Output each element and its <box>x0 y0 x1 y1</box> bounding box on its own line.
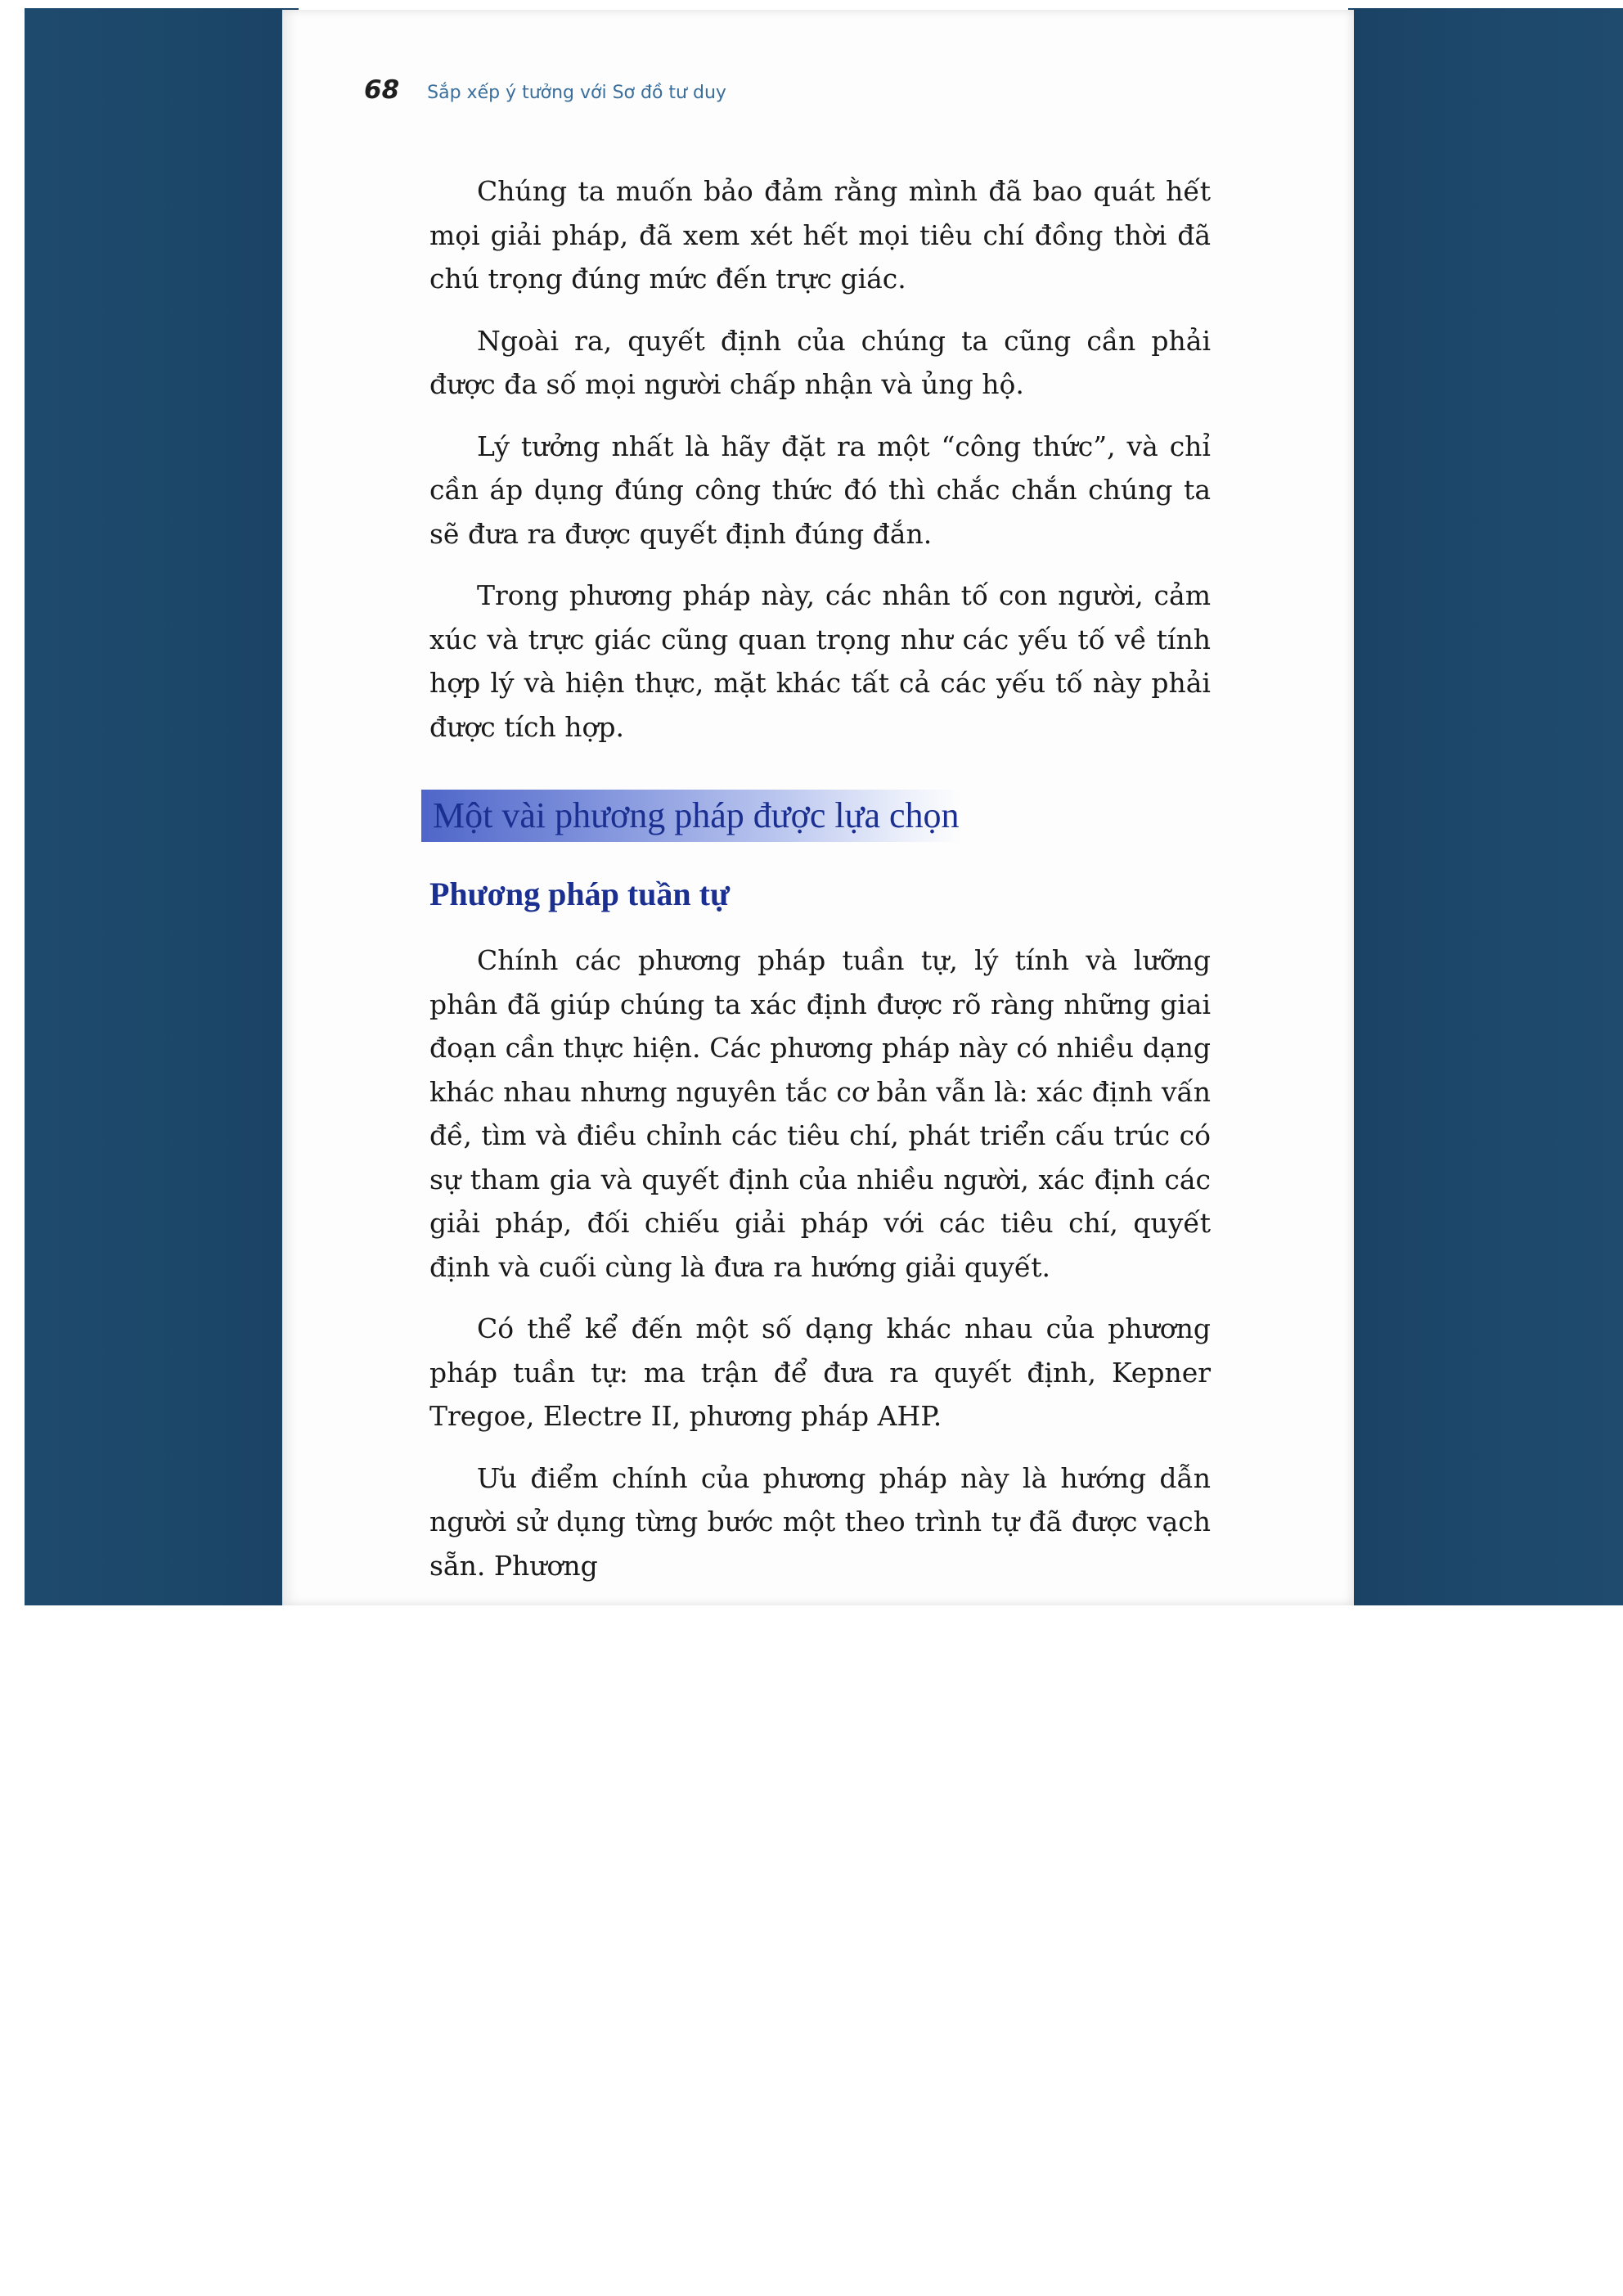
sub-heading: Phương pháp tuần tự <box>429 876 730 912</box>
paragraph: Ngoài ra, quyết định của chúng ta cũng cần phải được đa số mọi người chấp nhận và ủng hộ. <box>429 324 1211 400</box>
section-heading-block <box>429 790 1211 849</box>
section-heading: Một vài phương pháp được lựa chọn <box>421 790 961 842</box>
book-page <box>282 10 1354 1605</box>
page-number: 68 <box>364 75 400 105</box>
book-cover-left <box>25 8 299 1605</box>
paragraph: Lý tưởng nhất là hãy đặt ra một “công thức”, và chỉ cần áp dụng đúng công thức đó thì chắc chắn chúng ta sẽ đưa ra được quyết định đúng đắn. <box>429 430 1211 550</box>
running-title: Sắp xếp ý tưởng với Sơ đồ tư duy <box>427 83 726 103</box>
page-content <box>429 169 1211 1605</box>
book-cover-right <box>1348 8 1623 1605</box>
paragraph: Chúng ta muốn bảo đảm rằng mình đã bao quát hết mọi giải pháp, đã xem xét hết mọi tiêu chí đồng thời đã chú trọng đúng mức đến trực giác. <box>429 175 1211 295</box>
paragraph: Ưu điểm chính của phương pháp này là hướng dẫn người sử dụng từng bước một theo trình tự đã được vạch sẵn. Phương <box>429 1461 1211 1582</box>
running-head <box>364 75 726 105</box>
paragraph: Trong phương pháp này, các nhân tố con người, cảm xúc và trực giác cũng quan trọng như các yếu tố về tính hợp lý và hiện thực, mặt khác tất cả các yếu tố này phải được tích hợp. <box>429 579 1211 743</box>
paragraph: Chính các phương pháp tuần tự, lý tính và lưỡng phân đã giúp chúng ta xác định được rõ ràng những giai đoạn cần thực hiện. Các phương pháp này có nhiều dạng khác nhau nhưng nguyên tắc cơ bản vẫn là: xác định vấn đề, tìm và điều chỉnh các tiêu chí, phát triển cấu trúc có sự tham gia và quyết định của nhiều người, xác định các giải pháp, đối chiếu giải pháp với các tiêu chí, quyết định và cuối cùng là đưa ra hướng giải quyết. <box>429 944 1211 1283</box>
paragraph: Có thể kể đến một số dạng khác nhau của phương pháp tuần tự: ma trận để đưa ra quyết định, Kepner Tregoe, Electre II, phương pháp AHP. <box>429 1312 1211 1432</box>
